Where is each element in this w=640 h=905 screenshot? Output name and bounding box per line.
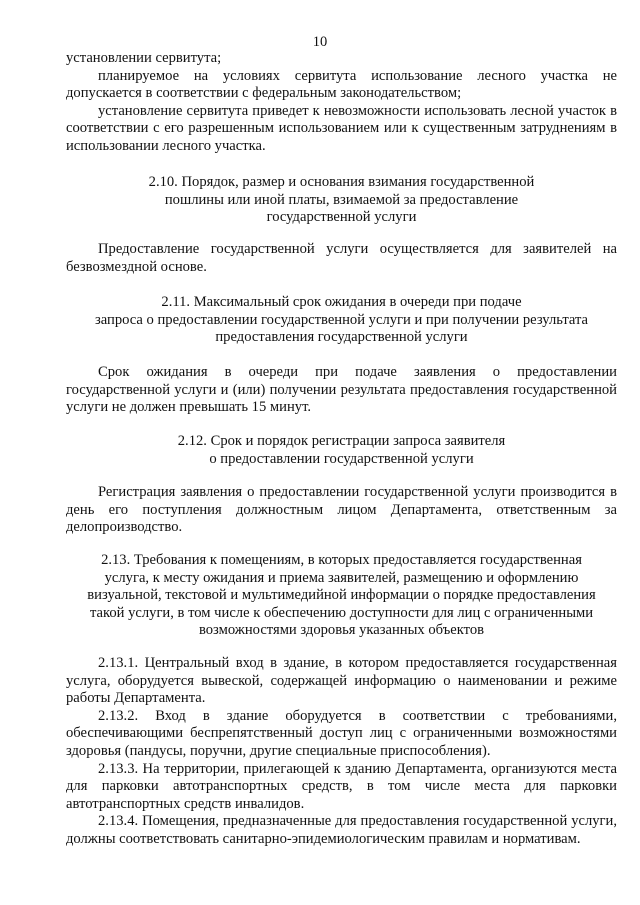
- heading-line: возможностями здоровья указанных объектов: [198, 622, 485, 639]
- section-2-11-heading: [66, 294, 617, 347]
- heading-line: о предоставлении государственной услуги: [209, 450, 474, 467]
- paragraph: установлении сервитута;: [66, 50, 222, 66]
- section-2-11-text: [66, 364, 617, 417]
- heading-line: 2.11. Максимальный срок ожидания в очереди при подаче: [161, 294, 522, 310]
- paragraph: 2.13.1. Центральный вход в здание, в котором предоставляется государственная услуга, оборудуется вывеской, содержащей информацию о наименовании и режиме работы Департамента.: [66, 655, 617, 707]
- heading-line: услуга, к месту ожидания и приема заявителей, размещению и оформлению: [104, 569, 579, 586]
- paragraph: установление сервитута приведет к невозможности использовать лесной участок в соответствии с его разрешенным использованием или к существенным затруднениям в использовании лесного участка.: [66, 102, 617, 154]
- heading-line: 2.10. Порядок, размер и основания взимания государственной: [148, 174, 535, 190]
- page-number: 10: [312, 34, 328, 50]
- heading-line: 2.13. Требования к помещениям, в которых предоставляется государственная: [101, 552, 582, 568]
- paragraph: Предоставление государственной услуги осуществляется для заявителей на безвозмездной основе.: [66, 241, 617, 275]
- section-2-13-heading: [60, 552, 623, 640]
- intro-list: [66, 50, 617, 156]
- section-2-13-items: [66, 655, 617, 849]
- section-2-12-heading: [66, 433, 617, 468]
- paragraph: 2.13.3. На территории, прилегающей к зданию Департамента, организуются места для парковки автотранспортных средств, в том числе места для парковки автотранспортных средств инвалидов.: [66, 760, 617, 812]
- paragraph: 2.13.2. Вход в здание оборудуется в соответствии с требованиями, обеспечивающими беспрепятственный доступ лиц с ограниченными возможностями здоровья (пандусы, поручни, другие специальные приспособления).: [66, 707, 617, 759]
- heading-line: пошлины или иной платы, взимаемой за предоставление: [164, 191, 519, 208]
- heading-line: государственной услуги: [266, 209, 417, 226]
- heading-line: визуальной, текстовой и мультимедийной информации о порядке предоставления: [87, 587, 596, 604]
- heading-line: такой услуги, в том числе к обеспечению доступности для лиц с ограниченными: [89, 604, 594, 621]
- paragraph: планируемое на условиях сервитута использование лесного участка не допускается в соответствии с федеральным законодательством;: [66, 67, 617, 102]
- section-2-12-text: [66, 484, 617, 537]
- paragraph: Срок ожидания в очереди при подаче заявления о предоставлении государственной услуги и (или) получении результата предоставления государственной услуги не должен превышать 15 минут.: [66, 364, 617, 416]
- paragraph: Регистрация заявления о предоставлении государственной услуги производится в день его поступления должностным лицом Департамента, ответственным за делопроизводство.: [66, 484, 617, 536]
- heading-line: запроса о предоставлении государственной услуги и при получении результата: [94, 311, 589, 328]
- heading-line: 2.12. Срок и порядок регистрации запроса заявителя: [177, 433, 506, 449]
- paragraph: 2.13.4. Помещения, предназначенные для предоставления государственной услуги, должны соответствовать санитарно-эпидемиологическим правилам и нормативам.: [66, 813, 617, 847]
- section-2-10-heading: [66, 174, 617, 227]
- heading-line: предоставления государственной услуги: [215, 329, 468, 346]
- section-2-10-text: [66, 241, 617, 276]
